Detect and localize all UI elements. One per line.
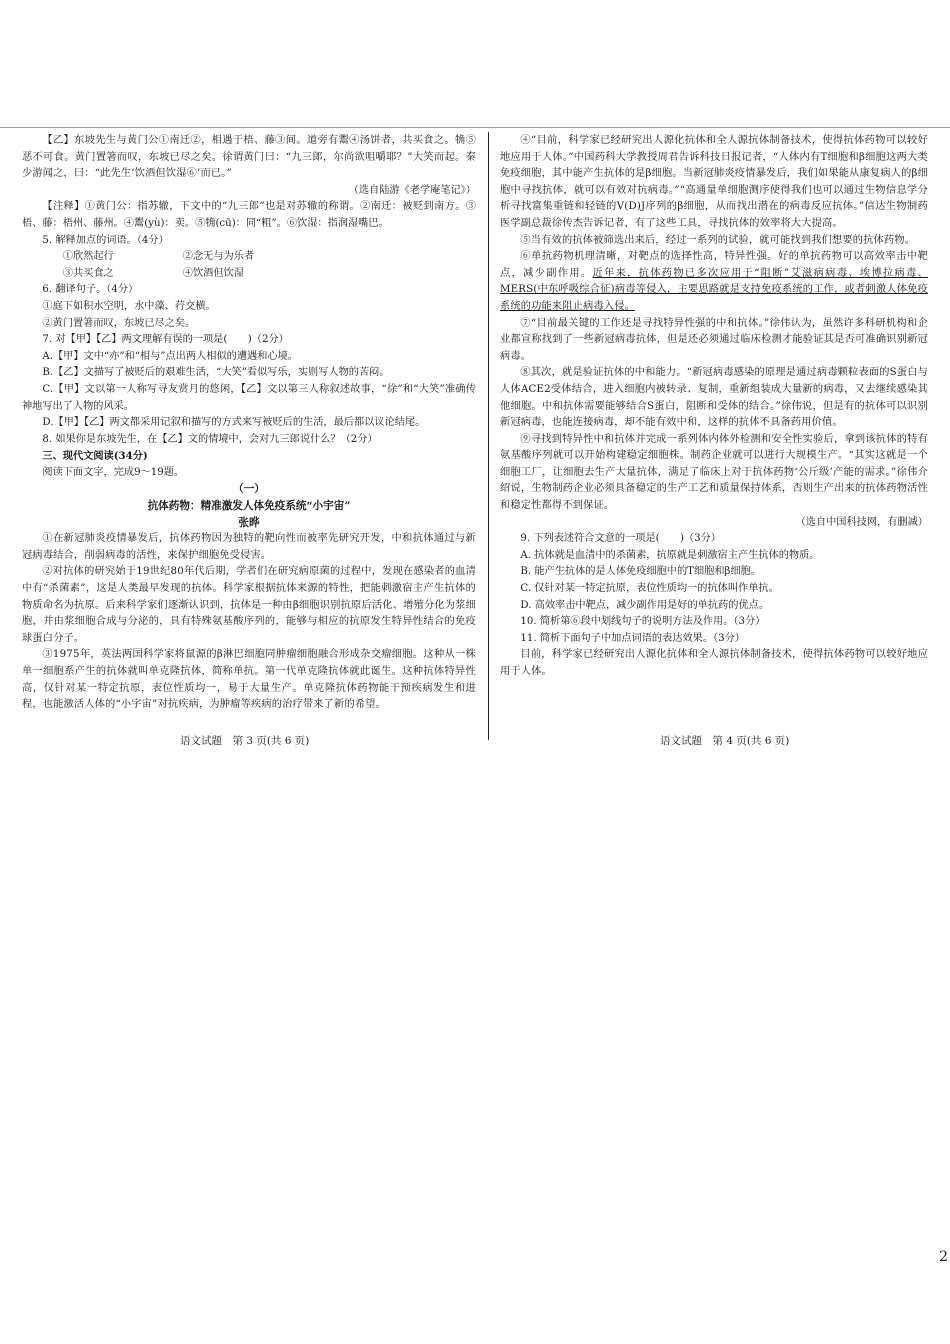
paragraph-6-text: ⑥单抗药物机理清晰，对靶点的选择性高，特异性强。好的单抗药物可以高效率击中靶点，减少副作用。 [500, 251, 928, 279]
article-paragraph-3: ③1975年，英法两国科学家将鼠源的β淋巴细胞同肿瘤细胞融合形成杂交瘤细胞。这种从一株单一细胞系产生的抗体就叫单克隆抗体，简称单抗。第一代单克隆抗体就此诞生。这种抗体特异性高，仅针对某一特定抗原，表位性质均一，易于大量生产。单克隆抗体药物能干预疾病发生和进程，也能激活人体的“小宇宙”对抗疾病，为肿瘤等疾病的治疗带来了新的希望。 [22, 649, 476, 711]
q5-option-3: ③共买食之 [62, 267, 114, 279]
article-paragraph-4: ④“目前，科学家已经研究出人源化抗体和全人源抗体制备技术，使得抗体药物可以较好地应用于人体。”中国药科大学教授周君告诉科技日报记者，“人体内有T细胞和β细胞这两大类免疫细胞，其中能产生抗体的是β细胞。当新冠肺炎疫情暴发后，我们如果能从康复病人的β细胞中寻找抗体，就可以有效对抗病毒。”“高通量单细胞测序使得我们也可以通过生物信息学分析寻找富集重链和轻链的V(D)J序列的β细胞，从而找出潜在的病毒反应抗体。”信达生物制药医学副总裁徐传杰告诉记者，有了这些工具，寻找抗体的效率将大大提高。 [500, 135, 928, 229]
question-5-options-row2 [22, 266, 476, 283]
question-9-option-c: C. 仅针对某一特定抗原，表位性质均一的抗体叫作单抗。 [520, 583, 779, 595]
article-paragraph-9: ⑨寻找到特异性中和抗体并完成一系列体内体外检测和安全性实验后，拿到该抗体的特有氨基酸序列就可以开始构建稳定细胞株。制药企业就可以进行大规模生产。“其实这就是一个细胞工厂，让细胞去生产大量抗体，满足了临床上对于抗体药物‘公斤级’产能的需求。”徐伟介绍说，生物制药企业必须具备稳定的生产工艺和质量保持体系，否则生产出来的抗体药物活性和稳定性都得不到保证。 [500, 433, 928, 512]
section-3-heading: 三、现代文阅读(34分) [42, 450, 148, 463]
left-column [22, 133, 476, 714]
passage-yi: 【乙】东坡先生与黄门公①南迁②，相遇于梧、藤③间。道旁有鬻④汤饼者，共买食之。觕⑤恶不可食。黄门置箸而叹，东坡已尽之矣。徐谓黄门曰：“九三郎，尔尚欲咀嚼耶？”大笑而起。秦少游闻之，曰：“此先生‘饮酒但饮湿⑥’而已。” [22, 135, 476, 180]
article-paragraph-6 [500, 249, 928, 315]
question-9-option-d: D. 高效率击中靶点，减少副作用是好的单抗药的优点。 [520, 599, 769, 611]
paragraph-6-underlined-sentence: 近年来，抗体药物已多次应用于“阻断”艾滋病病毒、埃博拉病毒、MERS(中东呼吸综合征)病毒等侵入，主要思路就是支持免疫系统的工作，或者刺激人体免疫系统的功能来阻止病毒入侵。 [500, 267, 928, 312]
question-7: 7. 对【甲】【乙】两文理解有误的一项是( )（2分） [42, 334, 289, 346]
article-title: 抗体药物：精准激发人体免疫系统“小宇宙” [147, 500, 351, 513]
question-5: 5. 解释加点的词语。（4分） [42, 234, 169, 246]
right-column [500, 133, 928, 681]
question-9: 9. 下列表述符合文意的一项是( )（3分） [520, 533, 721, 545]
question-9-option-b: B. 能产生抗体的是人体免疫细胞中的T细胞和β细胞。 [520, 566, 761, 578]
page-number: 2 [939, 1249, 948, 1265]
article-paragraph-8: ⑧其次，就是验证抗体的中和能力。“新冠病毒感染的原理是通过病毒颗粒表面的S蛋白与人体ACE2受体结合，进入细胞内被转录、复制，重新组装成大量新的病毒，又去继续感染其他细胞。中和抗体需要能够结合S蛋白，阻断和受体的结合。”徐伟说，但是有的抗体可以识别新冠病毒，也能连接病毒，却不能有效中和，这样的抗体不具备药用价值。 [500, 367, 928, 429]
column-divider [488, 132, 489, 740]
question-6-item-2: ②黄门置箸而叹，东坡已尽之矣。 [42, 317, 196, 329]
question-7-option-b: B.【乙】文描写了被贬后的艰难生活，“大笑”看似写乐，实则写人物的苦闷。 [42, 367, 390, 379]
q5-option-1: ①欣然起行 [62, 251, 114, 263]
question-7-option-a: A.【甲】文中“亦”和“相与”点出两人相似的遭遇和心境。 [42, 350, 298, 362]
article-paragraph-7: ⑦“目前最关键的工作还是寻找特异性强的中和抗体。”徐伟认为，虽然许多科研机构和企业都宣称找到了一些新冠病毒抗体，但是还必须通过临床检测才能验证其是否可准确识别新冠病毒。 [500, 317, 928, 362]
article-paragraph-2: ②对抗体的研究始于19世纪80年代后期，学者们在研究病原菌的过程中，发现在感染者的血清中有“杀菌素”，这是人类最早发现的抗体。科学家根据抗体来源的特性，把能刺激宿主产生抗体的物质命名为抗原。后来科学家们逐渐认识到，抗体是一种由β细胞识别抗原后活化、增殖分化为浆细胞，并由浆细胞合成与分泌的，具有特殊氨基酸序列的，能够与相应的抗原发生特异性结合的免疫球蛋白分子。 [22, 566, 476, 644]
question-10: 10. 简析第⑥段中划线句子的说明方法及作用。（3分） [520, 616, 766, 628]
question-11-sentence: 目前，科学家已经研究出人源化抗体和全人源抗体制备技术，使得抗体药物可以较好地应用于人体。 [500, 649, 928, 677]
question-9-option-a: A. 抗体就是血清中的杀菌素，抗原就是刺激宿主产生抗体的物质。 [520, 549, 820, 561]
article-author: 张晔 [238, 516, 260, 529]
article-paragraph-5: ⑤当有效的抗体被筛选出来后，经过一系列的试验，就可能找到我们想要的抗体药物。 [520, 234, 916, 246]
question-6: 6. 翻译句子。（4分） [42, 284, 139, 296]
footer-page-4: 语文试题 第 4 页(共 6 页) [660, 735, 790, 747]
question-8: 8. 如果你是东坡先生，在【乙】文的情境中，会对九三郎说什么？（2分） [42, 433, 378, 445]
reading-instruction: 阅读下面文字，完成9～19题。 [42, 466, 185, 478]
part-label: （一） [233, 483, 265, 496]
question-5-options-row1 [22, 249, 476, 266]
article-paragraph-1: ①在新冠肺炎疫情暴发后，抗体药物因为独特的靶向性而被率先研究开发，中和抗体通过与新冠病毒结合，削弱病毒的活性，来保护细胞免受侵害。 [22, 533, 476, 561]
q5-option-2: ②念无与为乐者 [182, 251, 255, 263]
question-6-item-1: ①庭下如积水空明，水中藻、荇交横。 [42, 300, 216, 312]
annotation-note: 【注释】①黄门公：指苏辙，下文中的“九三郎”也是对苏辙的称谓。②南迁：被贬到南方。③梧、藤：梧州、藤州。④鬻(yù)：卖。⑤觕(cū)：同“粗”。⑥饮湿：指润湿嘴巴。 [22, 201, 476, 229]
question-7-option-d: D.【甲】【乙】两文都采用记叙和描写的方式来写被贬后的生活，最后都以议论结尾。 [42, 417, 426, 429]
footer-page-3: 语文试题 第 3 页(共 6 页) [180, 735, 310, 747]
question-7-option-c: C.【甲】文以第一人称写寻友赏月的悠闲，【乙】文以第三人称叙述故事，“徐”和“大笑”准确传神地写出了人物的风采。 [22, 383, 476, 412]
passage-yi-source: （选自陆游《老学庵笔记》） [348, 184, 476, 196]
top-rule [0, 127, 950, 128]
question-11: 11. 简析下面句子中加点词语的表达效果。（3分） [520, 632, 745, 644]
article-source: （选自中国科技网，有删减） [795, 516, 928, 528]
q5-option-4: ④饮酒但饮湿 [182, 267, 244, 279]
